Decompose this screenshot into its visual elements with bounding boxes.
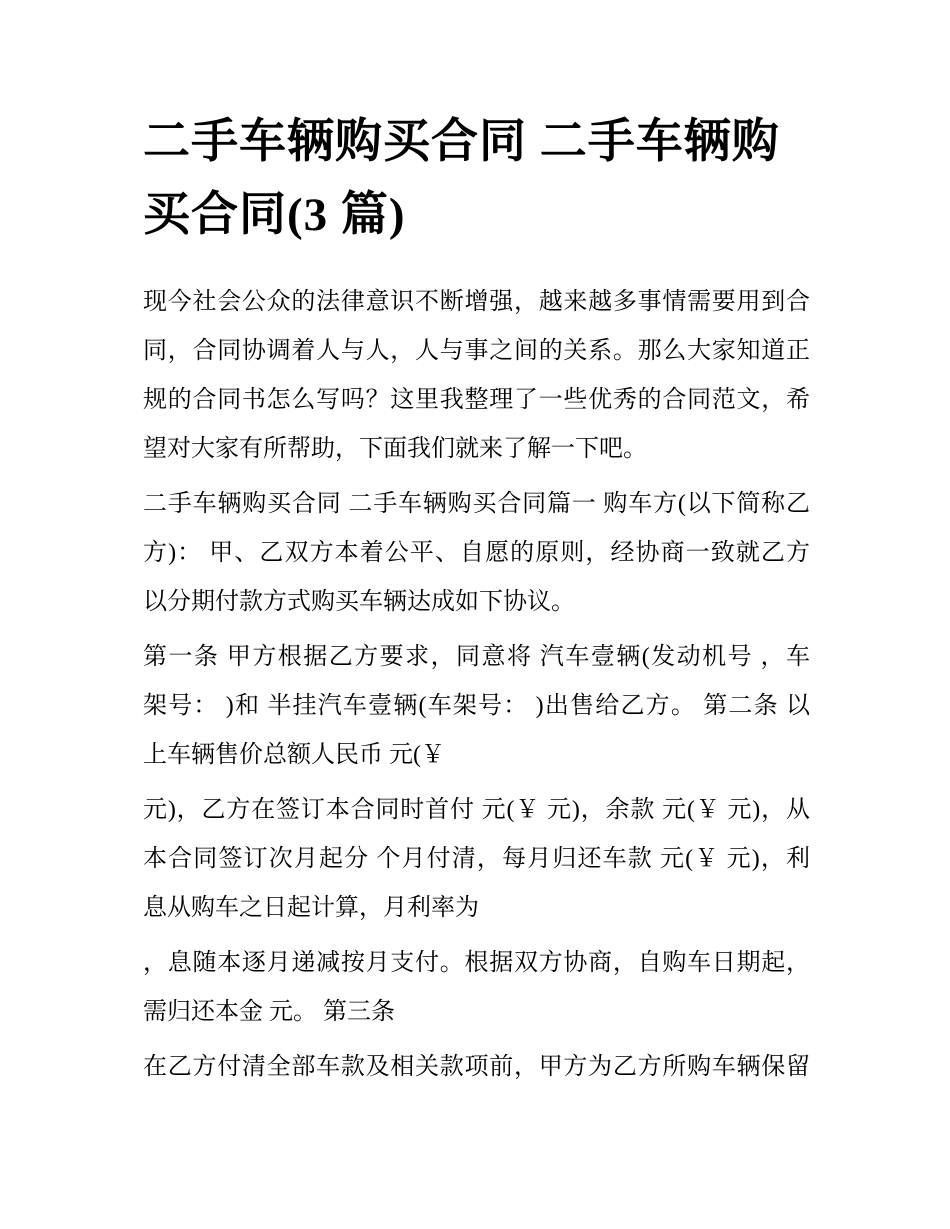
document-title xyxy=(143,106,810,252)
text-line: 二手车辆购买合同 二手车辆购买合同篇一 购车方(以下简称乙 xyxy=(143,491,810,517)
paragraph-intro xyxy=(143,278,810,474)
paragraph-interest-clause-3 xyxy=(143,939,810,1037)
text-line: 现今社会公众的法律意识不断增强，越来越多事情需要用到合 xyxy=(143,289,810,315)
paragraph-contract-heading xyxy=(143,480,810,627)
text-line: 在乙方付清全部车款及相关款项前，甲方为乙方所购车辆保留 xyxy=(143,1054,810,1080)
text-line: 需归还本金 元。 第三条 xyxy=(143,999,395,1025)
paragraph-ownership-retention xyxy=(143,1043,810,1092)
text-line: 本合同签订次月起分 个月付清，每月归还车款 元(￥ 元)，利 xyxy=(143,846,810,872)
text-line: 上车辆售价总额人民币 元(￥ xyxy=(143,742,445,768)
text-line: 同，合同协调着人与人，人与事之间的关系。那么大家知道正 xyxy=(143,338,810,364)
paragraph-payment-terms xyxy=(143,786,810,933)
text-line: ，息随本逐月递减按月支付。根据双方协商，自购车日期起， xyxy=(143,950,810,976)
text-line: 第一条 甲方根据乙方要求，同意将 汽车壹辆(发动机号 ，车 xyxy=(143,644,810,670)
paragraph-clause-1-2 xyxy=(143,633,810,780)
document-title-line-1: 二手车辆购买合同 二手车辆购 xyxy=(143,116,780,168)
text-line: 望对大家有所帮助，下面我们就来了解一下吧。 xyxy=(143,436,647,462)
text-line: 元)，乙方在签订本合同时首付 元(￥ 元)，余款 元(￥ 元)，从 xyxy=(143,797,810,823)
text-line: 息从购车之日起计算，月利率为 xyxy=(143,895,479,921)
text-line: 规的合同书怎么写吗？这里我整理了一些优秀的合同范文，希 xyxy=(143,387,810,413)
text-line: 以分期付款方式购买车辆达成如下协议。 xyxy=(143,589,575,615)
text-line: 架号： )和 半挂汽车壹辆(车架号： )出售给乙方。 第二条 以 xyxy=(143,693,810,719)
text-line: 方)： 甲、乙双方本着公平、自愿的原则，经协商一致就乙方 xyxy=(143,540,810,566)
document-title-line-2: 买合同(3 篇) xyxy=(143,189,406,241)
